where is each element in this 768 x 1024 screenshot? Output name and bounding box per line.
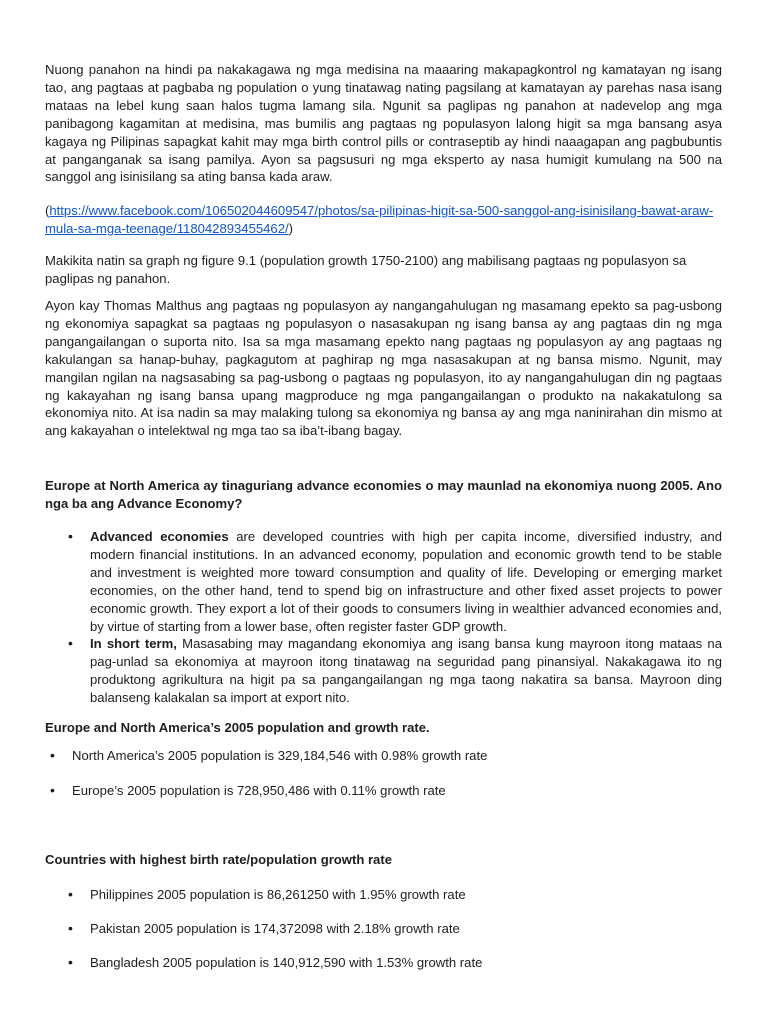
list-item-text: Europe’s 2005 population is 728,950,486 with 0.11% growth rate bbox=[72, 782, 446, 798]
link-open-paren: ( bbox=[45, 203, 50, 218]
bullet-icon: • bbox=[68, 886, 73, 902]
advance-economy-heading: Europe at North America ay tinaguriang advance economies o may maunlad na ekonomiya nuong 2005. Ano nga ba ang Advance Economy? bbox=[45, 478, 722, 511]
highest-birth-rate-heading: Countries with highest birth rate/population growth rate bbox=[45, 852, 392, 867]
population-growth-heading: Europe and North America’s 2005 population and growth rate. bbox=[45, 720, 430, 735]
advanced-economy-list bbox=[68, 528, 722, 707]
list-item-text: North America’s 2005 population is 329,184,546 with 0.98% growth rate bbox=[72, 748, 488, 763]
link-close-paren: ) bbox=[288, 220, 294, 236]
bullet-icon: • bbox=[68, 528, 73, 544]
bullet-icon: • bbox=[68, 919, 73, 936]
list-item-text: Masasabing may magandang ekonomiya ang isang bansa kung mayroon itong mataas na pag-unlad sa ekonomiya at mayroon itong tinatawag na seguridad pang pinansiyal. Nakakagawa ito ng produktong agrikultura na higit pa sa pangangailangan ng mga taong nakatira sa bansa. Mayroon ding balanseng kalakalan sa import at export nito. bbox=[90, 636, 722, 706]
bullet-icon: • bbox=[68, 635, 73, 652]
source-link-paragraph bbox=[45, 202, 722, 238]
list-item bbox=[68, 953, 722, 972]
list-item bbox=[68, 635, 722, 707]
malthus-paragraph: Ayon kay Thomas Malthus ang pagtaas ng populasyon ay nangangahulugan ng masamang epekto sa pag-usbong ng ekonomiya sapagkat sa pagtaas ng populasyon o nasasakupan ng isang bansa ay ang pagtaas din ng mga pangangailangan o suporta nito. Isa sa mga masamang epekto nang pagtaas ng populasyon ay ang pagtaas ng kakulangan sa hanap-buhay, pagkagutom at paghirap ng mga nasasakupan at ng bansa mismo. Ngunit, may mangilan ngilan na nagsasabing sa pag-usbong o pagtaas ng populasyon, ito ay nangangahulugan din ng pagtaas ng kakayahan ng isang bansa upang magproduce ng mga pangangailangan o produkto na nakakatulong sa ekonomiya nito. At isa nadin sa may malaking tulong sa ekonomiya ng bansa ay ang mga naninirahan din mismo at ang kakayahan o intelektwal ng mga tao sa iba’t-ibang bagay. bbox=[45, 298, 722, 439]
list-item-text: Philippines 2005 population is 86,261250 with 1.95% growth rate bbox=[90, 887, 466, 902]
list-item-term: In short term, bbox=[90, 636, 177, 652]
list-item bbox=[68, 919, 722, 938]
facebook-source-link[interactable]: https://www.facebook.com/106502044609547/photos/sa-pilipinas-higit-sa-500-sanggol-ang-isinisilang-bawat-araw-mula-sa-mga-teenage/118042893455462/ bbox=[45, 203, 714, 236]
list-item-text: Pakistan 2005 population is 174,372098 with 2.18% growth rate bbox=[90, 920, 460, 936]
country-growth-list bbox=[68, 886, 722, 972]
list-item bbox=[68, 528, 722, 635]
list-item bbox=[68, 886, 722, 904]
intro-paragraph: Nuong panahon na hindi pa nakakagawa ng mga medisina na maaaring makapagkontrol ng kamatayan ng isang tao, ang pagtaas at pagbaba ng population o yung tinatawag nating pagsilang at kamatayan ay parehas nasa isang mataas na lebel kung saan halos tugma lamang sila. Ngunit sa paglipas ng panahon at nadevelop ang mga panibagong kagamitan at medisina, mas bumilis ang pagtaas ng populasyon lalong higit sa mga bansang asya kagaya ng Pilipinas sapagkat kahit may mga birth control pills or contraseptib ay hindi naaagapan ang pagbubuntis at panganganak sa isang pamilya. Ayon sa pagsusuri ng mga eksperto ay nasa humigit kumulang na 500 na sanggol ang isinisilang sa ating bansa kada araw. bbox=[45, 62, 722, 185]
list-item bbox=[50, 747, 722, 765]
bullet-icon: • bbox=[50, 747, 55, 763]
list-item-text: are developed countries with high per capita income, diversified industry, and modern financial institutions. In an advanced economy, population and economic growth tend to be stable and investment is weighted more toward consumption and quality of life. Developing or emerging market economies, on the other hand, tend to spend big on infrastructure and other fixed asset projects to power economic growth. They export a lot of their goods to consumers living in wealthier advanced economies and, by virtue of starting from a lower base, often register faster GDP growth. bbox=[90, 529, 722, 634]
bullet-icon: • bbox=[68, 953, 73, 970]
list-item-term: Advanced economies bbox=[90, 529, 229, 544]
list-item bbox=[50, 781, 722, 800]
region-population-list bbox=[50, 747, 722, 800]
graph-paragraph: Makikita natin sa graph ng figure 9.1 (population growth 1750-2100) ang mabilisang pagtaas ng populasyon sa paglipas ng panahon. bbox=[45, 253, 687, 286]
bullet-icon: • bbox=[50, 781, 55, 798]
list-item-text: Bangladesh 2005 population is 140,912,590 with 1.53% growth rate bbox=[90, 954, 483, 970]
